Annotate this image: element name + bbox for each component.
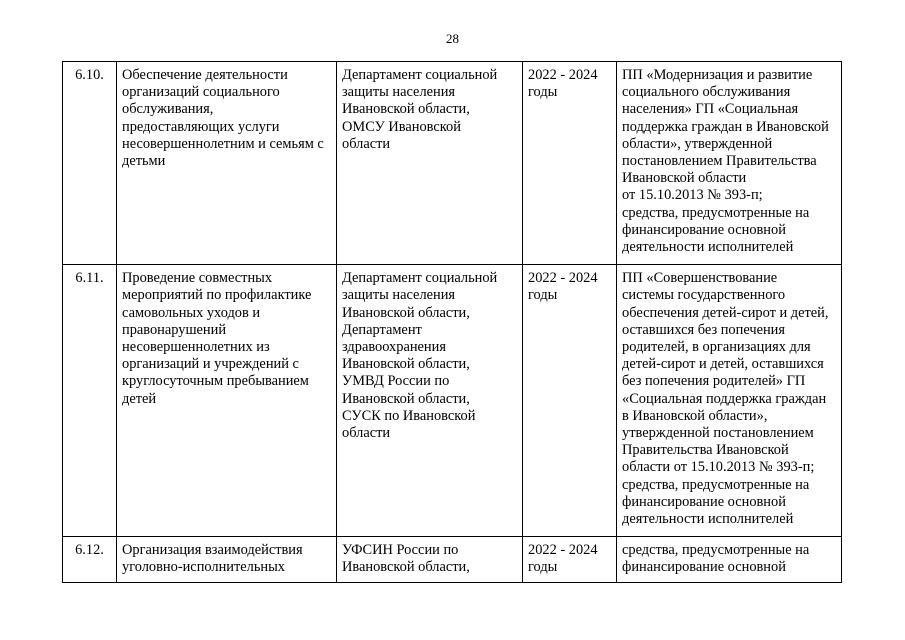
period-cell	[523, 265, 617, 537]
funding-cell	[617, 62, 842, 265]
period-text: 2022 - 2024 годы	[528, 270, 598, 304]
table-row	[63, 62, 842, 265]
activity-text: Проведение совместных мероприятий по профилактике самовольных уходов и правонарушений несовершеннолетних из организаций и учреждений с круглосуточным пребыванием детей	[122, 270, 312, 407]
executors-cell	[337, 265, 523, 537]
funding-text: средства, предусмотренные на финансирование основной	[622, 542, 810, 576]
executors-cell	[337, 62, 523, 265]
period-text: 2022 - 2024 годы	[528, 67, 598, 101]
executors-cell	[337, 537, 523, 583]
funding-cell	[617, 265, 842, 537]
funding-cell	[617, 537, 842, 583]
measures-table	[62, 61, 842, 583]
activity-text: Организация взаимодействия уголовно-исполнительных	[122, 542, 303, 576]
row-number: 6.11.	[63, 265, 117, 537]
executors-text: Департамент социальной защиты населения Ивановской области, ОМСУ Ивановской области	[342, 67, 498, 152]
activity-cell	[117, 62, 337, 265]
activity-cell	[117, 537, 337, 583]
funding-text: ПП «Модернизация и развитие социального обслуживания населения» ГП «Социальная поддержка граждан в Ивановской области», утвержденной постановлением Правительства Ивановской области от 15.10.2013 № 393-п; средства, предусмотренные на финансирование основной деятельности исполнителей	[622, 67, 829, 256]
period-cell	[523, 62, 617, 265]
activity-text: Обеспечение деятельности организаций социального обслуживания, предоставляющих услуги несовершеннолетним и семьям с детьми	[122, 67, 324, 170]
row-number: 6.12.	[63, 537, 117, 583]
activity-cell	[117, 265, 337, 537]
executors-text: Департамент социальной защиты населения Ивановской области, Департамент здравоохранения Ивановской области, УМВД России по Ивановской области, СУСК по Ивановской области	[342, 270, 498, 442]
funding-text: ПП «Совершенствование системы государственного обеспечения детей-сирот и детей, оставшихся без попечения родителей, в организациях для детей-сирот и детей, оставшихся без попечения родителей» ГП «Социальная поддержка граждан в Ивановской области», утвержденной постановлением Правительства Ивановской области от 15.10.2013 № 393-п; средства, предусмотренные на финансирование основной деятельности исполнителей	[622, 270, 829, 528]
executors-text: УФСИН России по Ивановской области,	[342, 542, 470, 576]
period-text: 2022 - 2024 годы	[528, 542, 598, 576]
period-cell	[523, 537, 617, 583]
table-row	[63, 537, 842, 583]
table-row	[63, 265, 842, 537]
page-number: 28	[446, 31, 459, 46]
row-number: 6.10.	[63, 62, 117, 265]
